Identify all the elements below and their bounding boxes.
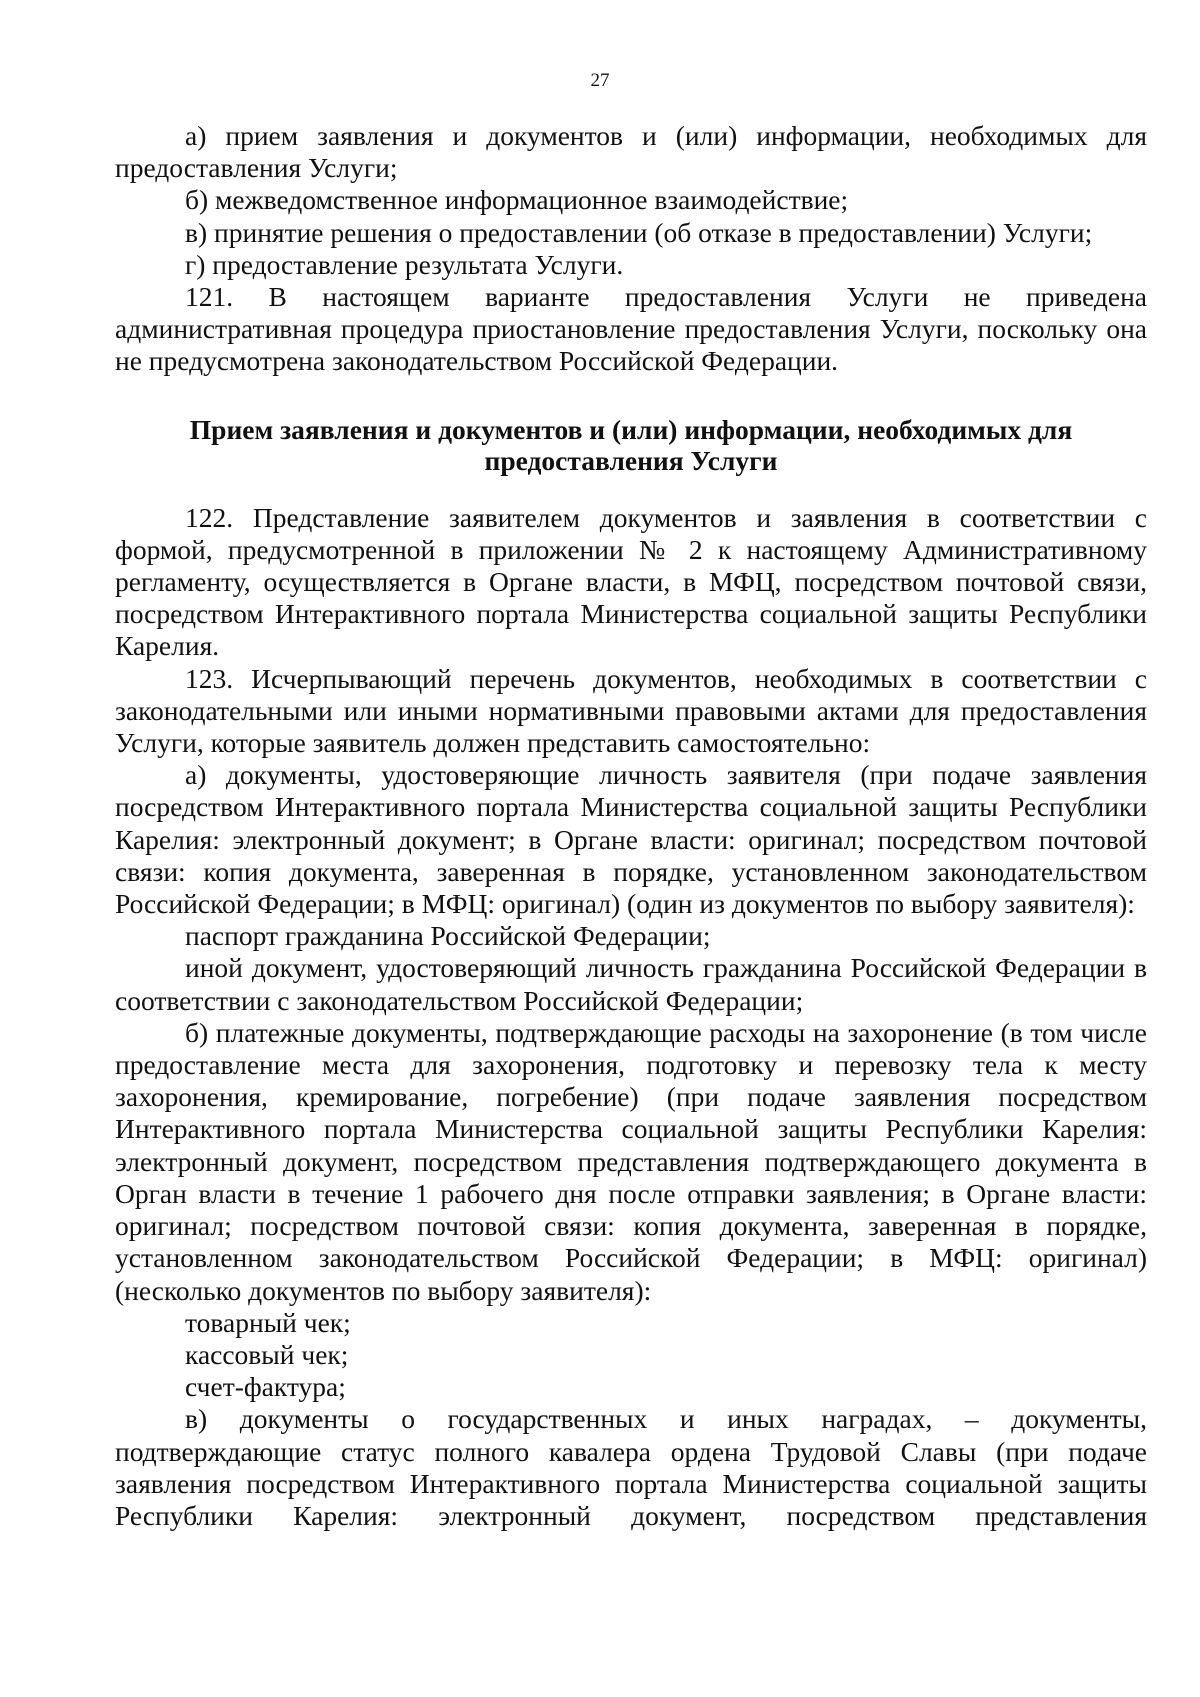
document-body [115, 120, 1147, 1532]
page-number: 27 [590, 70, 610, 91]
list-item-sales-receipt: товарный чек; [185, 1306, 351, 1338]
list-item-v: в) принятие решения о предоставлении (об отказе в предоставлении) Услуги; [185, 216, 1093, 248]
paragraph-123-v: в) документы о государственных и иных наградах, – документы, подтверждающие статус полного кавалера ордена Трудовой Славы (при подаче заявления посредством Интерактивного портала Министерства социальной защиты Республики Карелия: электронный документ, посредством представления [115, 1403, 1147, 1531]
section-heading-line-2: предоставления Услуги [484, 444, 778, 476]
list-item-g: г) предоставление результата Услуги. [185, 248, 624, 280]
paragraph-122: 122. Представление заявителем документов и заявления в соответствии с формой, предусмотренной в приложении № 2 к настоящему Административному регламенту, осуществляется в Органе власти, в МФЦ, посредством почтовой связи, посредством Интерактивного портала Министерства социальной защиты Республики Карелия. [115, 501, 1147, 662]
paragraph-121: 121. В настоящем варианте предоставления Услуги не приведена административная процедура приостановление предоставления Услуги, поскольку она не предусмотрена законодательством Российской Федерации. [115, 281, 1147, 377]
paragraph-123: 123. Исчерпывающий перечень документов, необходимых в соответствии с законодательными или иными нормативными правовыми актами для предоставления Услуги, которые заявитель должен представить самостоятельно: [115, 662, 1147, 759]
list-item-invoice: счет-фактура; [185, 1371, 346, 1403]
list-item-a: а) прием заявления и документов и (или) информации, необходимых для предоставления Услуги; [115, 120, 1147, 184]
list-item-passport: паспорт гражданина Российской Федерации; [185, 920, 711, 952]
list-item-other-id: иной документ, удостоверяющий личность гражданина Российской Федерации в соответствии с законодательством Российской Федерации; [115, 952, 1147, 1016]
paragraph-123-a: а) документы, удостоверяющие личность заявителя (при подаче заявления посредством Интерактивного портала Министерства социальной защиты Республики Карелия: электронный документ; в Органе власти: оригинал; посредством почтовой связи: копия документа, заверенная в порядке, установленном законодательством Российской Федерации; в МФЦ: оригинал) (один из документов по выбору заявителя): [115, 759, 1147, 920]
paragraph-123-b: б) платежные документы, подтверждающие расходы на захоронение (в том числе предоставление места для захоронения, подготовку и перевозку тела к месту захоронения, кремирование, погребение) (при подаче заявления посредством Интерактивного портала Министерства социальной защиты Республики Карелия: электронный документ, посредством представления подтверждающего документа в Орган власти в течение 1 рабочего дня после отправки заявления; в Органе власти: оригинал; посредством почтовой связи: копия документа, заверенная в порядке, установленном законодательством Российской Федерации; в МФЦ: оригинал) (несколько документов по выбору заявителя): [115, 1016, 1147, 1306]
list-item-b: б) межведомственное информационное взаимодействие; [185, 184, 849, 216]
section-heading-line-1: Прием заявления и документов и (или) информации, необходимых для [189, 413, 1073, 445]
section-heading [115, 414, 1147, 476]
list-item-cash-receipt: кассовый чек; [185, 1338, 349, 1370]
